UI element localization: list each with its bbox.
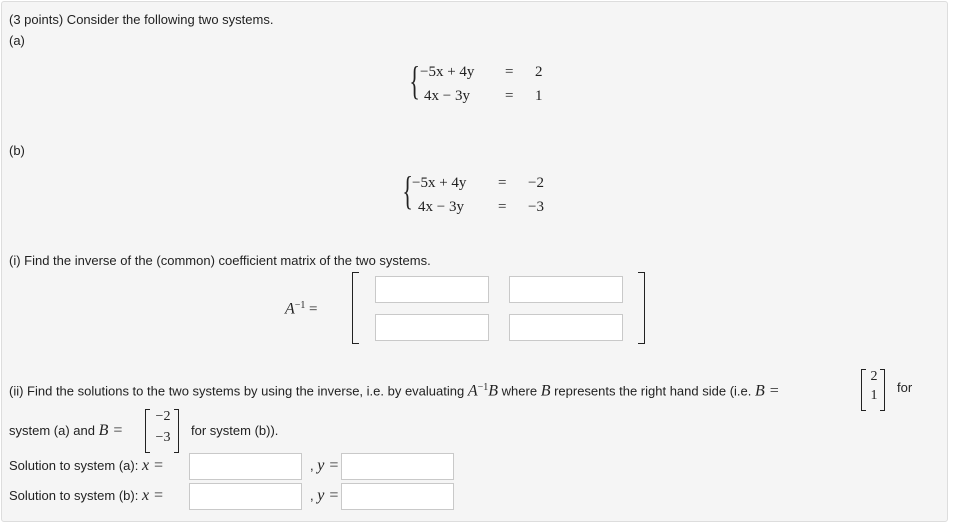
system-b-brace: { (402, 168, 413, 213)
matrix-symbol: A (285, 300, 295, 318)
question-i-text: (i) Find the inverse of the (common) coefficient matrix of the two systems. (9, 253, 431, 268)
b-symbol: B (540, 382, 551, 400)
question-ii-text-1: (ii) Find the solutions to the two systems by using the inverse, i.e. by evaluating (9, 383, 468, 399)
expr-b-symbol: B (488, 382, 499, 400)
system-a-brace: { (409, 58, 420, 103)
system-b-eq2-rhs: −3 (528, 199, 544, 215)
part-a-label: (a) (9, 33, 25, 48)
vector-b-right-bracket (174, 409, 179, 453)
system-b-eq1-eq: = (498, 175, 507, 191)
inverse-matrix-a21-input[interactable] (375, 314, 489, 341)
inverse-matrix-a11-input[interactable] (375, 276, 489, 303)
system-a-eq1-eq: = (505, 64, 514, 80)
solution-b-label (9, 488, 164, 504)
solution-b-y-input[interactable] (341, 483, 454, 510)
matrix-right-bracket (638, 272, 645, 344)
solution-a-y-text: y = (317, 457, 340, 474)
question-ii-text-3: represents the right hand side (i.e. (550, 383, 755, 399)
matrix-equals: = (309, 301, 318, 318)
vector-a-bottom: 1 (870, 388, 878, 403)
system-b-eq2-lhs: 4x − 3y (418, 199, 464, 215)
solution-a-x-label: x = (141, 457, 164, 474)
solution-b-text: Solution to system (b): (9, 488, 142, 503)
solution-a-text: Solution to system (a): (9, 458, 142, 473)
b-equals: B = (754, 382, 780, 400)
system-b-eq1-rhs: −2 (528, 175, 544, 191)
solution-a-label (9, 458, 164, 474)
vector-a-right-bracket (880, 369, 885, 411)
inverse-matrix-label (285, 298, 318, 317)
system-a-eq1-rhs: 2 (535, 64, 543, 80)
vector-b-top: −2 (155, 409, 171, 424)
inverse-matrix-a12-input[interactable] (509, 276, 623, 303)
matrix-exponent: −1 (294, 300, 306, 311)
solution-a-x-input[interactable] (189, 453, 302, 480)
expr-a-symbol: A (467, 382, 478, 400)
vector-b-bottom: −3 (155, 430, 171, 445)
system-a-eq1-lhs: −5x + 4y (420, 64, 475, 80)
question-ii-text (9, 380, 780, 399)
vector-a-top: 2 (870, 369, 878, 384)
part-b-label: (b) (9, 143, 25, 158)
system-a-text (9, 423, 123, 439)
expr-exponent: −1 (477, 382, 489, 393)
solution-b-x-label: x = (141, 487, 164, 504)
question-header: (3 points) Consider the following two systems. (9, 12, 274, 27)
system-a-and-text: system (a) and (9, 423, 99, 438)
system-b-eq2-eq: = (498, 199, 507, 215)
solution-b-x-input[interactable] (189, 483, 302, 510)
matrix-left-bracket (352, 272, 359, 344)
system-b-text: for system (b)). (191, 423, 279, 438)
solution-a-y-input[interactable] (341, 453, 454, 480)
solution-a-y-label (310, 458, 339, 474)
question-ii-text-2: where (498, 383, 541, 399)
inverse-matrix-a22-input[interactable] (509, 314, 623, 341)
system-a-eq2-rhs: 1 (535, 88, 543, 104)
solution-b-y-label (310, 488, 339, 504)
system-a-eq2-lhs: 4x − 3y (424, 88, 470, 104)
system-a-eq2-eq: = (505, 88, 514, 104)
solution-a-comma: , (310, 458, 318, 473)
system-b-eq1-lhs: −5x + 4y (412, 175, 467, 191)
solution-b-comma: , (310, 488, 318, 503)
b-equals-second: B = (98, 422, 124, 439)
solution-b-y-text: y = (317, 487, 340, 504)
text-for: for (897, 380, 913, 395)
